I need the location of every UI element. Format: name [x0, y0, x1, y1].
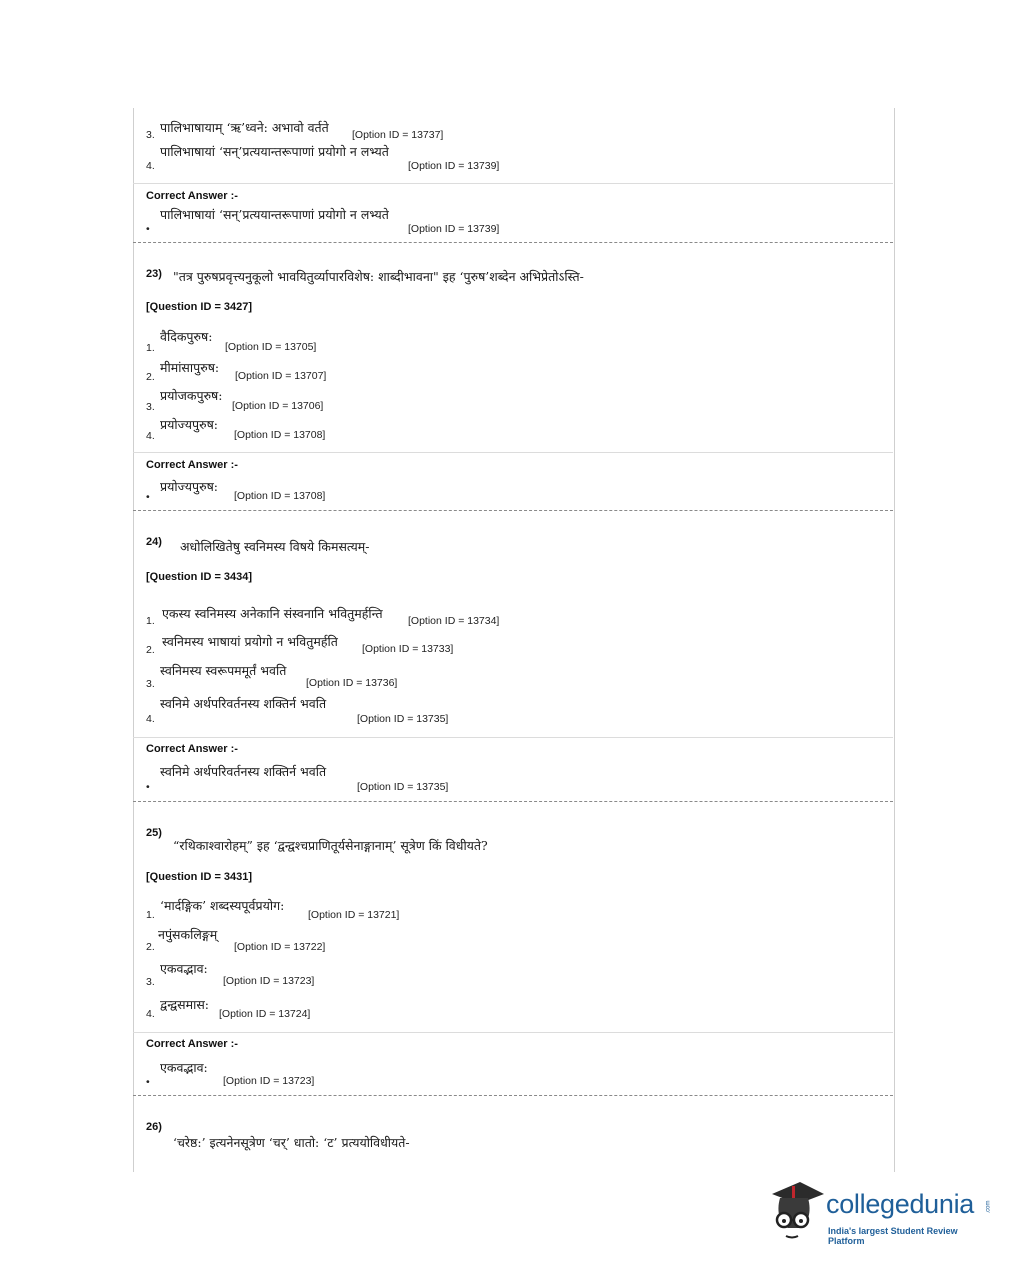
- option-id: [Option ID = 13708]: [234, 429, 326, 441]
- correct-answer-bullet: •: [146, 781, 150, 793]
- option-number: 2.: [146, 371, 155, 383]
- correct-answer-id: [Option ID = 13735]: [357, 781, 449, 793]
- option-text: ‘मार्दङ्गिक’ शब्दस्यपूर्वप्रयोग:: [160, 898, 285, 913]
- option-text: नपुंसकलिङ्गम्: [158, 927, 218, 942]
- option-number: 4.: [146, 430, 155, 442]
- question-number: 25): [146, 827, 162, 839]
- correct-answer-label: Correct Answer :-: [146, 459, 238, 471]
- correct-answer-label: Correct Answer :-: [146, 1038, 238, 1050]
- correct-answer-bullet: •: [146, 223, 150, 235]
- option-text: एकवद्भाव:: [160, 961, 208, 976]
- option-number: 1.: [146, 615, 155, 627]
- correct-answer-bullet: •: [146, 491, 150, 503]
- question-id: [Question ID = 3427]: [146, 301, 253, 313]
- option-id: [Option ID = 13733]: [362, 643, 454, 655]
- option-text: एकस्य स्वनिमस्य अनेकानि संस्वनानि भवितुमर्हन्ति: [162, 606, 383, 621]
- logo-domain: .com: [985, 1200, 992, 1214]
- correct-answer-id: [Option ID = 13739]: [408, 223, 500, 235]
- logo-tagline: India's largest Student Review Platform: [828, 1226, 958, 1246]
- correct-answer-bullet: •: [146, 1076, 150, 1088]
- option-4-id: [Option ID = 13739]: [408, 160, 500, 172]
- question-text: अधोलिखितेषु स्वनिमस्य विषये किमसत्यम्-: [180, 539, 370, 554]
- correct-answer-text: एकवद्भाव:: [160, 1060, 208, 1075]
- option-text: स्वनिमस्य भाषायां प्रयोगो न भवितुमर्हति: [162, 634, 338, 649]
- option-text: द्वन्द्वसमास:: [160, 997, 209, 1012]
- question-text: ‘चरेष्ठ:’ इत्यनेनसूत्रेण ‘चर्’ धातो: ‘ट’ प्रत्ययोविधीयते-: [173, 1135, 410, 1150]
- question-divider: [133, 242, 893, 243]
- question-text: "तत्र पुरुषप्रवृत्त्यनुकूलो भावयितुर्व्यापारविशेष: शाब्दीभावना" इह ‘पुरुष’शब्देन अभिप्रेतोऽस्ति-: [173, 269, 584, 284]
- option-text: स्वनिमे अर्थपरिवर्तनस्य शक्तिर्न भवति: [160, 696, 327, 711]
- correct-answer-id: [Option ID = 13723]: [223, 1075, 315, 1087]
- option-3-id: [Option ID = 13737]: [352, 129, 444, 141]
- separator: [133, 452, 893, 453]
- option-id: [Option ID = 13721]: [308, 909, 400, 921]
- option-text: प्रयोज्यपुरुष:: [160, 417, 219, 432]
- option-text: मीमांसापुरुष:: [160, 360, 220, 375]
- option-text: स्वनिमस्य स्वरूपममूर्तं भवति: [160, 663, 287, 678]
- option-4-text: पालिभाषायां ‘सन्’प्रत्ययान्तरूपाणां प्रयोगो न लभ्यते: [160, 144, 389, 159]
- option-number: 3.: [146, 976, 155, 988]
- option-3-text: पालिभाषायाम् ‘ऋ’ध्वने: अभावो वर्तते: [160, 120, 329, 135]
- option-text: वैदिकपुरुष:: [160, 329, 213, 344]
- separator: [133, 737, 893, 738]
- question-id: [Question ID = 3434]: [146, 571, 253, 583]
- question-text: “रथिकाश्वारोहम्” इह ‘द्वन्द्वश्चप्राणितूर्यसेनाङ्गानाम्’ सूत्रेण किं विधीयते?: [173, 838, 488, 853]
- collegedunia-logo: [766, 1178, 996, 1248]
- option-number: 4.: [146, 713, 155, 725]
- option-id: [Option ID = 13722]: [234, 941, 326, 953]
- correct-answer-label: Correct Answer :-: [146, 190, 238, 202]
- separator: [133, 183, 893, 184]
- option-number: 3.: [146, 401, 155, 413]
- option-number: 4.: [146, 1008, 155, 1020]
- option-text: प्रयोजकपुरुष:: [160, 388, 223, 403]
- question-divider: [133, 1095, 893, 1096]
- option-4-number: 4.: [146, 160, 155, 172]
- correct-answer-id: [Option ID = 13708]: [234, 490, 326, 502]
- question-number: 23): [146, 268, 162, 280]
- option-number: 1.: [146, 909, 155, 921]
- correct-answer-text: स्वनिमे अर्थपरिवर्तनस्य शक्तिर्न भवति: [160, 764, 327, 779]
- option-number: 1.: [146, 342, 155, 354]
- option-id: [Option ID = 13705]: [225, 341, 317, 353]
- logo-wordmark: collegedunia: [826, 1189, 975, 1219]
- option-id: [Option ID = 13736]: [306, 677, 398, 689]
- option-id: [Option ID = 13724]: [219, 1008, 311, 1020]
- option-id: [Option ID = 13706]: [232, 400, 324, 412]
- correct-answer-text: पालिभाषायां ‘सन्’प्रत्ययान्तरूपाणां प्रयोगो न लभ्यते: [160, 207, 389, 222]
- option-3-number: 3.: [146, 129, 155, 141]
- mascot-icon: [766, 1178, 824, 1240]
- option-id: [Option ID = 13735]: [357, 713, 449, 725]
- option-number: 2.: [146, 644, 155, 656]
- separator: [133, 1032, 893, 1033]
- question-divider: [133, 801, 893, 802]
- question-number: 24): [146, 536, 162, 548]
- question-number: 26): [146, 1121, 162, 1133]
- correct-answer-label: Correct Answer :-: [146, 743, 238, 755]
- question-id: [Question ID = 3431]: [146, 871, 253, 883]
- question-divider: [133, 510, 893, 511]
- option-id: [Option ID = 13707]: [235, 370, 327, 382]
- option-number: 3.: [146, 678, 155, 690]
- option-id: [Option ID = 13723]: [223, 975, 315, 987]
- option-id: [Option ID = 13734]: [408, 615, 500, 627]
- correct-answer-text: प्रयोज्यपुरुष:: [160, 479, 219, 494]
- option-number: 2.: [146, 941, 155, 953]
